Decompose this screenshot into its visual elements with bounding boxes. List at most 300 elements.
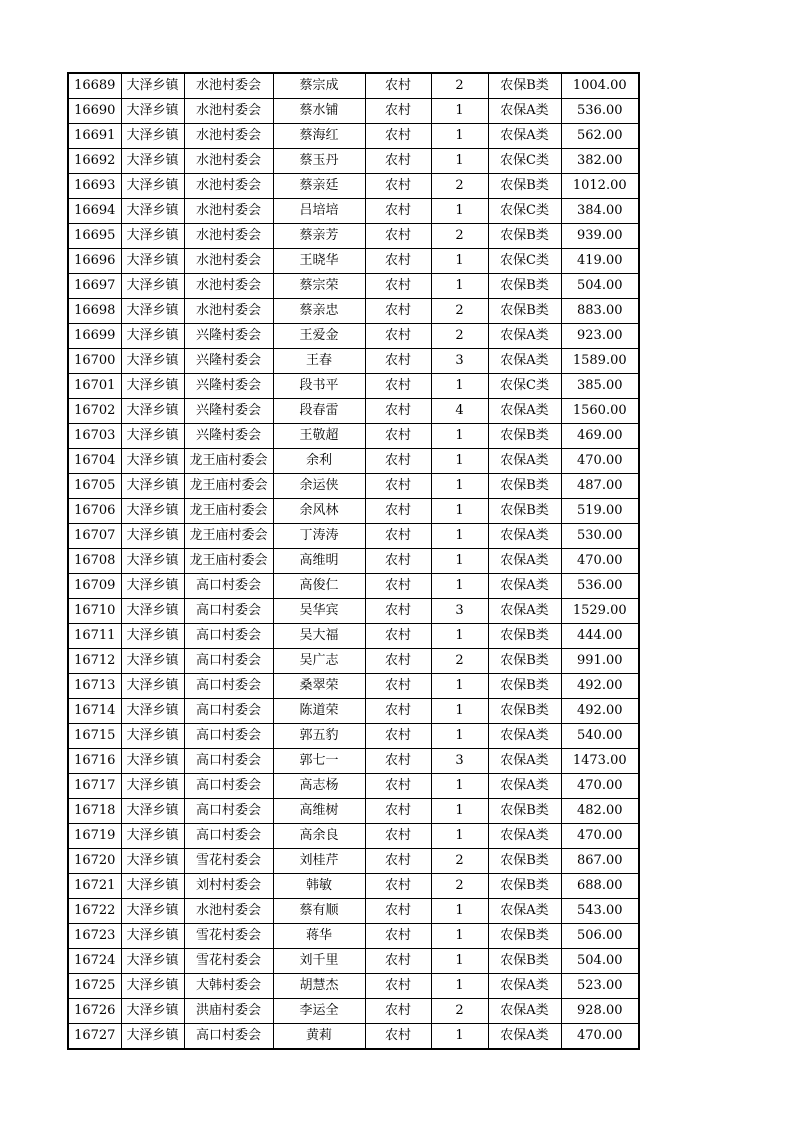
count-cell: 2 [431,324,488,349]
category-cell: 农保A类 [488,574,561,599]
serial-cell: 16703 [68,424,121,449]
area-type-cell: 农村 [365,974,431,999]
table-row [68,424,639,449]
village-cell: 水池村委会 [184,299,273,324]
table-row [68,199,639,224]
amount-cell: 444.00 [561,624,639,649]
category-cell: 农保B类 [488,424,561,449]
table-row [68,749,639,774]
amount-cell: 504.00 [561,949,639,974]
village-cell: 水池村委会 [184,224,273,249]
category-cell: 农保B类 [488,274,561,299]
township-cell: 大泽乡镇 [121,1024,184,1050]
name-cell: 蔡海红 [273,124,365,149]
table-body [68,73,639,1049]
name-cell: 余运侠 [273,474,365,499]
serial-cell: 16716 [68,749,121,774]
amount-cell: 382.00 [561,149,639,174]
name-cell: 吴大福 [273,624,365,649]
name-cell: 吴广志 [273,649,365,674]
count-cell: 2 [431,649,488,674]
serial-cell: 16722 [68,899,121,924]
amount-cell: 469.00 [561,424,639,449]
serial-cell: 16724 [68,949,121,974]
area-type-cell: 农村 [365,749,431,774]
village-cell: 兴隆村委会 [184,374,273,399]
count-cell: 1 [431,774,488,799]
township-cell: 大泽乡镇 [121,73,184,99]
village-cell: 洪庙村委会 [184,999,273,1024]
serial-cell: 16699 [68,324,121,349]
serial-cell: 16726 [68,999,121,1024]
name-cell: 蔡宗荣 [273,274,365,299]
serial-cell: 16696 [68,249,121,274]
area-type-cell: 农村 [365,374,431,399]
name-cell: 蔡亲忠 [273,299,365,324]
village-cell: 水池村委会 [184,199,273,224]
village-cell: 水池村委会 [184,73,273,99]
count-cell: 1 [431,899,488,924]
name-cell: 高余良 [273,824,365,849]
village-cell: 雪花村委会 [184,849,273,874]
table-row [68,849,639,874]
category-cell: 农保A类 [488,1024,561,1050]
area-type-cell: 农村 [365,624,431,649]
category-cell: 农保B类 [488,649,561,674]
serial-cell: 16706 [68,499,121,524]
count-cell: 1 [431,799,488,824]
count-cell: 1 [431,499,488,524]
amount-cell: 1473.00 [561,749,639,774]
amount-cell: 536.00 [561,99,639,124]
category-cell: 农保C类 [488,374,561,399]
count-cell: 1 [431,924,488,949]
category-cell: 农保A类 [488,599,561,624]
township-cell: 大泽乡镇 [121,924,184,949]
area-type-cell: 农村 [365,124,431,149]
name-cell: 韩敏 [273,874,365,899]
count-cell: 1 [431,449,488,474]
table-row [68,799,639,824]
amount-cell: 487.00 [561,474,639,499]
name-cell: 王晓华 [273,249,365,274]
township-cell: 大泽乡镇 [121,449,184,474]
count-cell: 2 [431,874,488,899]
table-row [68,699,639,724]
village-cell: 龙王庙村委会 [184,549,273,574]
table-row [68,1024,639,1050]
township-cell: 大泽乡镇 [121,324,184,349]
amount-cell: 1004.00 [561,73,639,99]
serial-cell: 16698 [68,299,121,324]
township-cell: 大泽乡镇 [121,249,184,274]
name-cell: 高维明 [273,549,365,574]
table-row [68,499,639,524]
amount-cell: 482.00 [561,799,639,824]
area-type-cell: 农村 [365,174,431,199]
serial-cell: 16710 [68,599,121,624]
category-cell: 农保A类 [488,774,561,799]
village-cell: 兴隆村委会 [184,349,273,374]
table-row [68,449,639,474]
table-row [68,899,639,924]
name-cell: 蔡宗成 [273,73,365,99]
serial-cell: 16691 [68,124,121,149]
area-type-cell: 农村 [365,499,431,524]
village-cell: 龙王庙村委会 [184,474,273,499]
amount-cell: 519.00 [561,499,639,524]
village-cell: 水池村委会 [184,99,273,124]
area-type-cell: 农村 [365,874,431,899]
village-cell: 雪花村委会 [184,949,273,974]
township-cell: 大泽乡镇 [121,299,184,324]
amount-cell: 1589.00 [561,349,639,374]
name-cell: 王春 [273,349,365,374]
name-cell: 蔡玉丹 [273,149,365,174]
category-cell: 农保B类 [488,874,561,899]
serial-cell: 16712 [68,649,121,674]
area-type-cell: 农村 [365,424,431,449]
count-cell: 1 [431,424,488,449]
village-cell: 水池村委会 [184,174,273,199]
area-type-cell: 农村 [365,924,431,949]
category-cell: 农保B类 [488,799,561,824]
amount-cell: 867.00 [561,849,639,874]
count-cell: 2 [431,849,488,874]
table-row [68,249,639,274]
township-cell: 大泽乡镇 [121,949,184,974]
name-cell: 黄莉 [273,1024,365,1050]
amount-cell: 470.00 [561,549,639,574]
serial-cell: 16718 [68,799,121,824]
serial-cell: 16697 [68,274,121,299]
table-row [68,124,639,149]
table-row [68,874,639,899]
serial-cell: 16702 [68,399,121,424]
name-cell: 段春雷 [273,399,365,424]
amount-cell: 928.00 [561,999,639,1024]
area-type-cell: 农村 [365,449,431,474]
serial-cell: 16719 [68,824,121,849]
area-type-cell: 农村 [365,674,431,699]
area-type-cell: 农村 [365,799,431,824]
township-cell: 大泽乡镇 [121,624,184,649]
area-type-cell: 农村 [365,574,431,599]
category-cell: 农保A类 [488,449,561,474]
name-cell: 丁涛涛 [273,524,365,549]
table-row [68,674,639,699]
count-cell: 1 [431,524,488,549]
table-row [68,73,639,99]
name-cell: 郭七一 [273,749,365,774]
amount-cell: 562.00 [561,124,639,149]
name-cell: 王敬超 [273,424,365,449]
category-cell: 农保A类 [488,999,561,1024]
village-cell: 高口村委会 [184,599,273,624]
village-cell: 水池村委会 [184,249,273,274]
count-cell: 1 [431,974,488,999]
amount-cell: 470.00 [561,774,639,799]
village-cell: 高口村委会 [184,649,273,674]
count-cell: 1 [431,674,488,699]
amount-cell: 540.00 [561,724,639,749]
name-cell: 蔡亲芳 [273,224,365,249]
category-cell: 农保C类 [488,149,561,174]
area-type-cell: 农村 [365,399,431,424]
serial-cell: 16721 [68,874,121,899]
village-cell: 大韩村委会 [184,974,273,999]
area-type-cell: 农村 [365,999,431,1024]
area-type-cell: 农村 [365,724,431,749]
village-cell: 高口村委会 [184,799,273,824]
serial-cell: 16695 [68,224,121,249]
table-row [68,399,639,424]
table-row [68,474,639,499]
table-row [68,724,639,749]
township-cell: 大泽乡镇 [121,774,184,799]
area-type-cell: 农村 [365,899,431,924]
category-cell: 农保A类 [488,824,561,849]
township-cell: 大泽乡镇 [121,674,184,699]
amount-cell: 384.00 [561,199,639,224]
township-cell: 大泽乡镇 [121,849,184,874]
area-type-cell: 农村 [365,474,431,499]
village-cell: 龙王庙村委会 [184,499,273,524]
name-cell: 郭五豹 [273,724,365,749]
count-cell: 2 [431,999,488,1024]
category-cell: 农保A类 [488,124,561,149]
category-cell: 农保A类 [488,549,561,574]
village-cell: 高口村委会 [184,774,273,799]
table-row [68,349,639,374]
data-table [67,72,640,1050]
area-type-cell: 农村 [365,224,431,249]
category-cell: 农保A类 [488,399,561,424]
table-row [68,174,639,199]
township-cell: 大泽乡镇 [121,274,184,299]
category-cell: 农保B类 [488,674,561,699]
serial-cell: 16717 [68,774,121,799]
village-cell: 高口村委会 [184,624,273,649]
table-row [68,949,639,974]
amount-cell: 530.00 [561,524,639,549]
area-type-cell: 农村 [365,349,431,374]
category-cell: 农保B类 [488,499,561,524]
amount-cell: 991.00 [561,649,639,674]
amount-cell: 470.00 [561,449,639,474]
serial-cell: 16700 [68,349,121,374]
village-cell: 高口村委会 [184,699,273,724]
count-cell: 1 [431,124,488,149]
area-type-cell: 农村 [365,849,431,874]
village-cell: 高口村委会 [184,724,273,749]
amount-cell: 543.00 [561,899,639,924]
village-cell: 水池村委会 [184,899,273,924]
count-cell: 1 [431,99,488,124]
township-cell: 大泽乡镇 [121,524,184,549]
category-cell: 农保A类 [488,899,561,924]
amount-cell: 419.00 [561,249,639,274]
category-cell: 农保B类 [488,224,561,249]
serial-cell: 16709 [68,574,121,599]
category-cell: 农保B类 [488,924,561,949]
serial-cell: 16708 [68,549,121,574]
serial-cell: 16715 [68,724,121,749]
category-cell: 农保B类 [488,474,561,499]
table-row [68,924,639,949]
serial-cell: 16704 [68,449,121,474]
name-cell: 蔡有顺 [273,899,365,924]
amount-cell: 470.00 [561,1024,639,1050]
table-row [68,299,639,324]
area-type-cell: 农村 [365,699,431,724]
township-cell: 大泽乡镇 [121,424,184,449]
category-cell: 农保A类 [488,99,561,124]
count-cell: 1 [431,724,488,749]
township-cell: 大泽乡镇 [121,549,184,574]
serial-cell: 16720 [68,849,121,874]
serial-cell: 16705 [68,474,121,499]
category-cell: 农保B类 [488,299,561,324]
township-cell: 大泽乡镇 [121,599,184,624]
table-row [68,274,639,299]
area-type-cell: 农村 [365,99,431,124]
name-cell: 高俊仁 [273,574,365,599]
serial-cell: 16725 [68,974,121,999]
count-cell: 3 [431,599,488,624]
serial-cell: 16701 [68,374,121,399]
area-type-cell: 农村 [365,524,431,549]
village-cell: 刘村村委会 [184,874,273,899]
name-cell: 高志杨 [273,774,365,799]
area-type-cell: 农村 [365,199,431,224]
amount-cell: 385.00 [561,374,639,399]
serial-cell: 16714 [68,699,121,724]
count-cell: 2 [431,224,488,249]
table-row [68,99,639,124]
township-cell: 大泽乡镇 [121,224,184,249]
area-type-cell: 农村 [365,73,431,99]
name-cell: 余利 [273,449,365,474]
township-cell: 大泽乡镇 [121,824,184,849]
category-cell: 农保A类 [488,349,561,374]
count-cell: 1 [431,274,488,299]
table-row [68,824,639,849]
area-type-cell: 农村 [365,249,431,274]
name-cell: 余风林 [273,499,365,524]
name-cell: 蔡亲廷 [273,174,365,199]
township-cell: 大泽乡镇 [121,499,184,524]
township-cell: 大泽乡镇 [121,124,184,149]
amount-cell: 1560.00 [561,399,639,424]
table-row [68,524,639,549]
amount-cell: 688.00 [561,874,639,899]
count-cell: 1 [431,549,488,574]
township-cell: 大泽乡镇 [121,199,184,224]
count-cell: 2 [431,73,488,99]
name-cell: 桑翠荣 [273,674,365,699]
area-type-cell: 农村 [365,149,431,174]
village-cell: 龙王庙村委会 [184,524,273,549]
village-cell: 水池村委会 [184,124,273,149]
area-type-cell: 农村 [365,299,431,324]
village-cell: 雪花村委会 [184,924,273,949]
village-cell: 高口村委会 [184,824,273,849]
table-row [68,649,639,674]
township-cell: 大泽乡镇 [121,149,184,174]
village-cell: 龙王庙村委会 [184,449,273,474]
name-cell: 蔡水铺 [273,99,365,124]
count-cell: 1 [431,374,488,399]
category-cell: 农保A类 [488,724,561,749]
count-cell: 1 [431,699,488,724]
amount-cell: 504.00 [561,274,639,299]
village-cell: 兴隆村委会 [184,399,273,424]
category-cell: 农保C类 [488,199,561,224]
area-type-cell: 农村 [365,824,431,849]
name-cell: 胡慧杰 [273,974,365,999]
township-cell: 大泽乡镇 [121,349,184,374]
serial-cell: 16727 [68,1024,121,1050]
township-cell: 大泽乡镇 [121,399,184,424]
township-cell: 大泽乡镇 [121,874,184,899]
amount-cell: 492.00 [561,674,639,699]
area-type-cell: 农村 [365,274,431,299]
category-cell: 农保B类 [488,699,561,724]
township-cell: 大泽乡镇 [121,574,184,599]
township-cell: 大泽乡镇 [121,474,184,499]
serial-cell: 16690 [68,99,121,124]
category-cell: 农保B类 [488,174,561,199]
count-cell: 1 [431,574,488,599]
table-row [68,999,639,1024]
village-cell: 高口村委会 [184,574,273,599]
count-cell: 2 [431,299,488,324]
township-cell: 大泽乡镇 [121,99,184,124]
count-cell: 1 [431,199,488,224]
name-cell: 蒋华 [273,924,365,949]
count-cell: 1 [431,149,488,174]
village-cell: 水池村委会 [184,274,273,299]
amount-cell: 1012.00 [561,174,639,199]
amount-cell: 506.00 [561,924,639,949]
township-cell: 大泽乡镇 [121,999,184,1024]
table-row [68,324,639,349]
serial-cell: 16689 [68,73,121,99]
serial-cell: 16693 [68,174,121,199]
table-row [68,224,639,249]
count-cell: 1 [431,824,488,849]
serial-cell: 16713 [68,674,121,699]
amount-cell: 492.00 [561,699,639,724]
name-cell: 李运全 [273,999,365,1024]
serial-cell: 16694 [68,199,121,224]
table-row [68,149,639,174]
table-row [68,549,639,574]
village-cell: 高口村委会 [184,749,273,774]
village-cell: 水池村委会 [184,149,273,174]
amount-cell: 923.00 [561,324,639,349]
count-cell: 1 [431,249,488,274]
category-cell: 农保A类 [488,524,561,549]
name-cell: 王爱金 [273,324,365,349]
township-cell: 大泽乡镇 [121,699,184,724]
count-cell: 1 [431,949,488,974]
area-type-cell: 农村 [365,599,431,624]
township-cell: 大泽乡镇 [121,374,184,399]
village-cell: 高口村委会 [184,1024,273,1050]
category-cell: 农保C类 [488,249,561,274]
